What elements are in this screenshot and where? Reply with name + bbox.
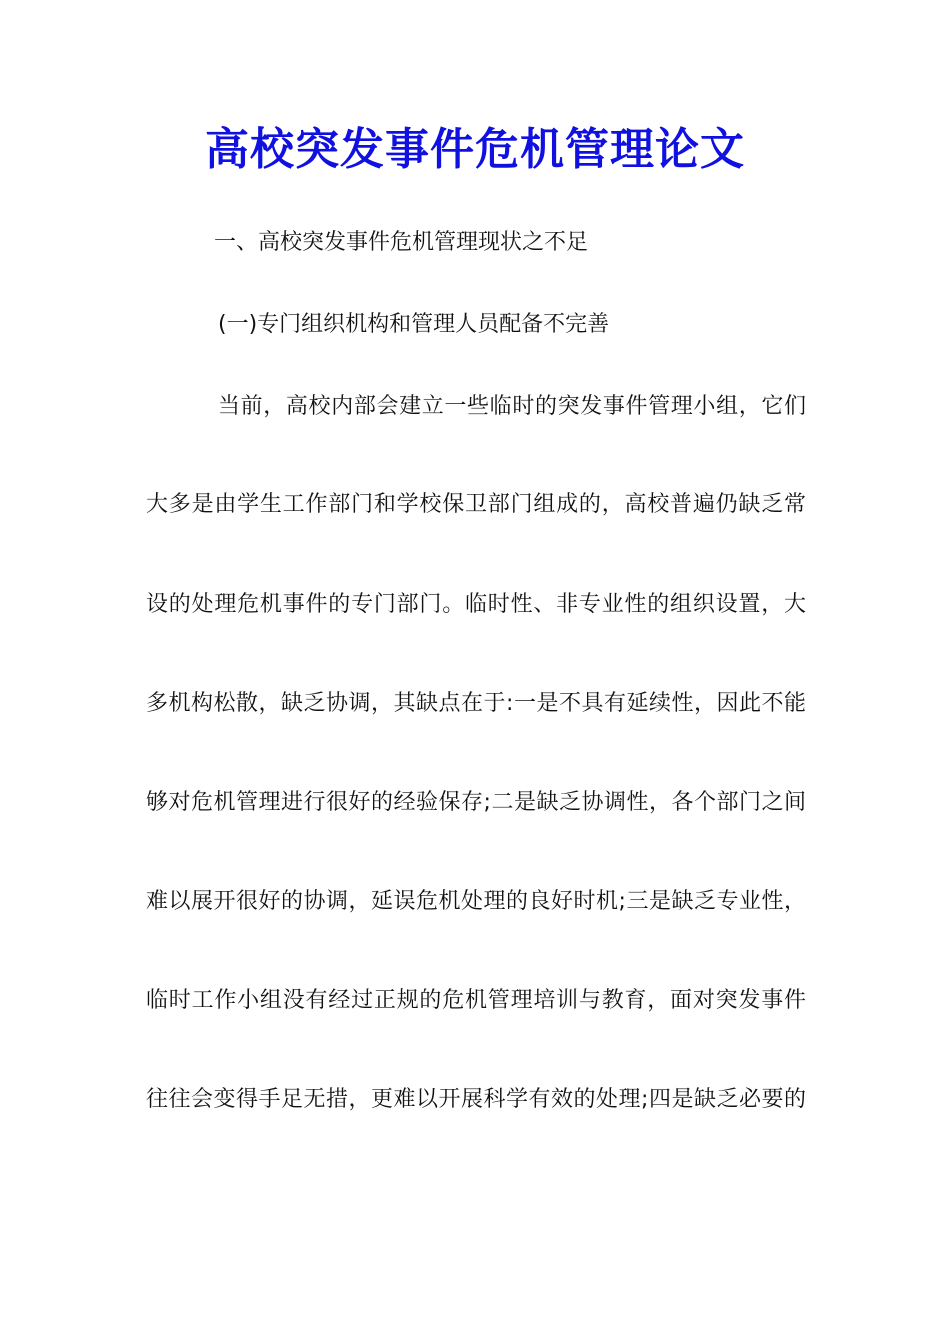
paragraph-line: 难以展开很好的协调，延误危机处理的良好时机;三是缺乏专业性， — [146, 889, 806, 914]
paragraph-line: 当前，高校内部会建立一些临时的突发事件管理小组，它们 — [218, 394, 806, 419]
paragraph-line: 设的处理危机事件的专门部门。临时性、非专业性的组织设置，大 — [146, 592, 806, 617]
paragraph-line: 大多是由学生工作部门和学校保卫部门组成的，高校普遍仍缺乏常 — [146, 492, 806, 517]
paragraph-line: 临时工作小组没有经过正规的危机管理培训与教育，面对突发事件 — [146, 988, 806, 1013]
paragraph-line: 往往会变得手足无措，更难以开展科学有效的处理;四是缺乏必要的 — [146, 1087, 806, 1112]
section-heading: 一、高校突发事件危机管理现状之不足 — [214, 230, 589, 255]
document-title: 高校突发事件危机管理论文 — [205, 124, 745, 175]
paragraph-line: 够对危机管理进行很好的经验保存;二是缺乏协调性，各个部门之间 — [146, 790, 806, 815]
paragraph-line: 多机构松散，缺乏协调，其缺点在于:一是不具有延续性，因此不能 — [146, 691, 806, 716]
subsection-heading: (一)专门组织机构和管理人员配备不完善 — [218, 312, 610, 337]
